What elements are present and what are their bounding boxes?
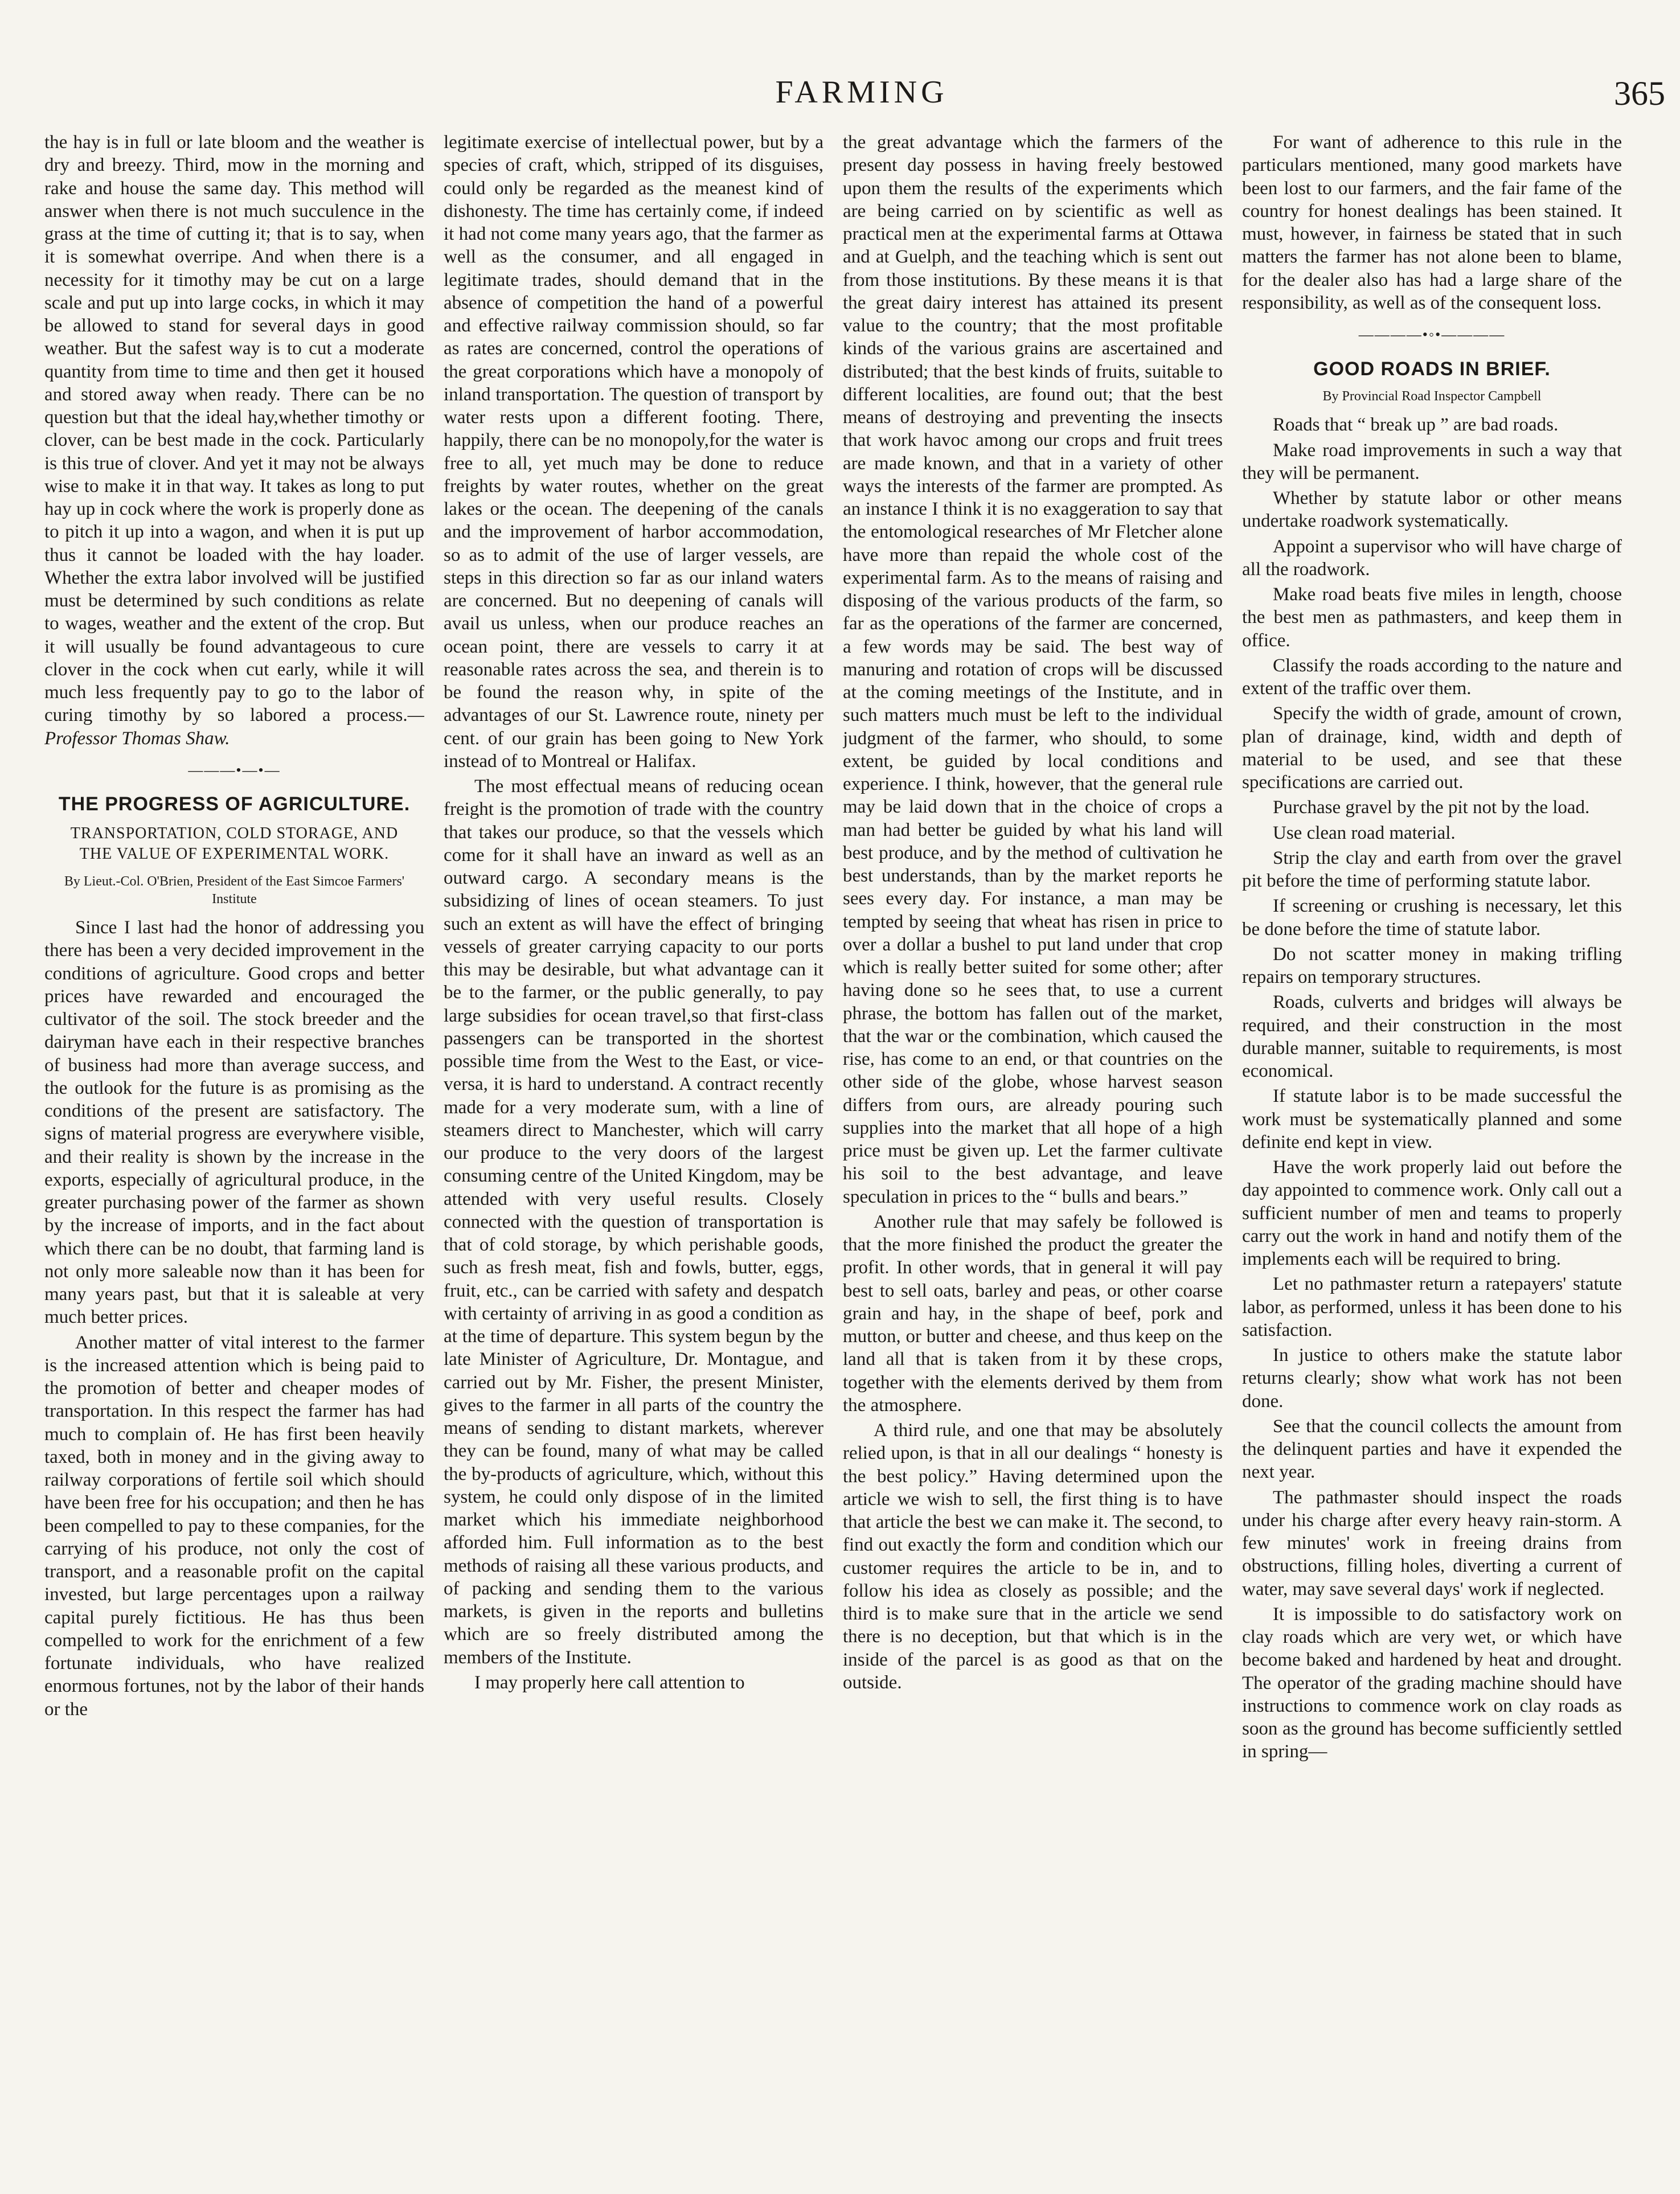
paragraph: The most effectual means of reducing ocean freight is the promotion of trade with the country that takes our produce, so that the vessels which come for it shall have an inward as well as an outward cargo. A secondary means is the subsidizing of lines of ocean steamers. To just such an extent as will have the effect of bringing vessels of greater carrying capacity to our ports this may be desirable, but what advantage can it be to the farmer, or the public generally, to pay large subsidies for ocean travel,so that first-class passengers can be transported in the shortest possible time from the West to the East, or vice-versa, it is hard to understand. A contract recently made for a very moderate sum, with a line of steamers direct to Manchester, which will carry our produce to the very doors of the largest consuming centre of the United Kingdom, may be attended with very useful results. Closely connected with the question of transportation is that of cold storage, by which perishable goods, such as fresh meat, fish and fowls, butter, eggs, fruit, etc., can be carried with safety and despatch with certainty of arriving in as good a condition as at the time of departure. This system begun by the late Minister of Agriculture, Dr. Montague, and carried out by Mr. Fisher, the present Minister, gives to the farmer in all parts of the country the means of sending to distant markets, wherever they can be found, many of what may be called the by-products of agriculture, which, without this system, he could only dispose of in the limited market which his immediate neighborhood afforded him. Full information as to the best methods of raising all these various products, and of packing and sending them to the various markets, is given in the reports and bulletins which are so freely distributed among the members of the Institute.	[444, 776, 823, 1668]
rule-item: Purchase gravel by the pit not by the load.	[1273, 797, 1590, 818]
paragraph: Another matter of vital interest to the farmer is the increased attention which is being paid to the promotion of better and cheaper modes of transportation. In this respect the farmer has had much to complain of. He has first been heavily taxed, both in money and in the giving away to railway corporations of fertile soil which should have been free for his occupation; and then he has been compelled to pay to these companies, for the carrying of his produce, not only the cost of transport, and a reasonable profit on the capital invested, but large percentages upon a railway capital purely fictitious. He has thus been compelled to work for the enrichment of a few fortunate individuals, who have realized enormous fortunes, not by the labor of their hands or the	[44, 1332, 424, 1720]
article-title: THE PROGRESS OF AGRICULTURE.	[58, 793, 411, 815]
rule-item: Make road beats five miles in length, choose the best men as pathmasters, and keep them in office.	[1242, 584, 1622, 651]
rule-item: See that the council collects the amount from the delinquent parties and have it expended the next year.	[1242, 1416, 1622, 1483]
running-title: FARMING	[775, 75, 948, 110]
rule-item: If screening or crushing is necessary, let this be done before the time of statute labor.	[1242, 896, 1622, 940]
rule-item: Strip the clay and earth from over the gravel pit before the time of performing statute labor.	[1242, 847, 1622, 892]
signature: —Professor Thomas Shaw.	[44, 705, 424, 749]
rule-item: In justice to others make the statute labor returns clearly; show what work has not been done.	[1242, 1345, 1622, 1412]
rule-item: The pathmaster should inspect the roads under his charge after every heavy rain-storm. A few minutes' work in freeing drains from obstructions, filling holes, diverting a current of water, may save several days' work if neglected.	[1242, 1487, 1622, 1600]
section-divider: ———•—•—	[188, 761, 281, 778]
column-2	[444, 131, 823, 2158]
rule-item: Appoint a supervisor who will have charge of all the roadwork.	[1242, 536, 1622, 580]
column-1	[44, 131, 424, 2158]
article-title: GOOD ROADS IN BRIEF.	[1313, 358, 1551, 380]
text-columns	[44, 131, 1622, 2158]
column-3	[843, 131, 1223, 2158]
rule-item: Let no pathmaster return a ratepayers' statute labor, as performed, unless it has been done to his satisfaction.	[1242, 1274, 1622, 1340]
rule-item: Make road improvements in such a way that they will be permanent.	[1242, 440, 1622, 483]
paragraph: Another rule that may safely be followed is that the more finished the product the greater the profit. In other words, that in general it will pay best to sell oats, barley and peas, or other coarse grain and hay, in the shape of beef, pork and mutton, or butter and cheese, and thus keep on the land all that is taken from it by these crops, together with the elements derived by them from the atmosphere.	[843, 1211, 1223, 1416]
paragraph: the hay is in full or late bloom and the weather is dry and breezy. Third, mow in the morning and rake and house the same day. This method will answer when there is not much succulence in the grass at the time of cutting it; that is to say, when it is somewhat overripe. And when there is a necessity for it timothy may be cut on a large scale and put up into large cocks, in which it may be allowed to stand for several days in good weather. But the safest way is to cut a moderate quantity from time to time and then get it housed and stored away when ready. There can be no question but that the ideal hay,whether timothy or clover, can be best made in the cock. Particularly is this true of clover. And yet it may not be always wise to make it in that way. It takes as long to put hay up in cock where the work is properly done as to pitch it up into a wagon, and when it is put up thus it cannot be loaded with the hay loader. Whether the extra labor involved will be justified must be determined by such conditions as relate to wages, weather and the extent of the crop. But it will usually be found advantageous to cure clover in the cock when cut early, while it will much less frequently pay to go to the labor of curing timothy by so labored a process.—Professor Thomas Shaw.	[44, 132, 424, 749]
rule-item: Classify the roads according to the nature and extent of the traffic over them.	[1242, 655, 1622, 699]
column-4	[1242, 131, 1622, 2158]
rule-item: Have the work properly laid out before the day appointed to commence work. Only call out a sufficient number of men and teams to properly carry out the work in hand and notify them of the implements each will be required to bring.	[1242, 1157, 1622, 1270]
paragraph: legitimate exercise of intellectual power, but by a species of craft, which, stripped of its disguises, could only be regarded as the meanest kind of dishonesty. The time has certainly come, if indeed it had not come many years ago, that the farmer as well as the consumer, and all engaged in legitimate trades, should demand that in the absence of competition the hand of a powerful and effective railway commission should, so far as rates are concerned, control the operations of the great corporations which have a monopoly of inland transportation. The question of transport by water rests upon a different footing. There, happily, there can be no monopoly,for the water is free to all, yet much may be done to reduce freights by water routes, whether on the great lakes or the ocean. The deepening of the canals and the improvement of harbor accommodation, so as to admit of the use of larger vessels, are steps in this direction so far as our inland waters are concerned. But no deepening of canals will avail us unless, when our produce reaches an ocean point, there are vessels to carry it at reasonable rates across the sea, and therein is to be found the reason why, in spite of the advantages of our St. Lawrence route, ninety per cent. of our grain has been going to New York instead of to Montreal or Halifax.	[444, 132, 823, 772]
rule-item: Do not scatter money in making trifling repairs on temporary structures.	[1242, 944, 1622, 988]
rule-item: Roads that “ break up ” are bad roads.	[1273, 415, 1559, 436]
paragraph: the great advantage which the farmers of the present day possess in having freely bestowed upon them the results of the experiments which are being carried on by scientific as well as practical men at the experimental farms at Ottawa and at Guelph, and the teaching which is sent out from those institutions. By these means it is that the great dairy interest has attained its present value to the country; that the most profitable kinds of the various grains are ascertained and distributed; that the best kinds of fruits, suitable to different localities, are found out; that the best means of destroying and preventing the insects that work havoc among our crops and fruit trees are made known, and that in a variety of other ways the interests of the farmer are prompted. As an instance I think it is no exaggeration to say that the entomological researches of Mr Fletcher alone have more than repaid the whole cost of the experimental farm. As to the means of raising and disposing of the various products of the farm, so far as the operations of the farmer are concerned, a few words may be said. The best way of manuring and rotation of crops will be discussed at the coming meetings of the Institute, and in such matters much must be left to the individual judgment of the farmer, who should, to some extent, be guided by local conditions and experience. I think, however, that the general rule may be laid down that in the choice of crops a man had better be guided by what his land will best produce, and by the method of cultivation he best understands, than by the market reports he sees every day. For instance, a man may be tempted by seeing that wheat has risen in price to over a dollar a bushel to put land under that crop which is really better suited for some other; after having done so he sees that, to use a current phrase, the bottom has fallen out of the market, that the war or the combination, which caused the rise, has come to an end, or that countries on the other side of the globe, whose harvest season differs from ours, are already pouring such supplies into the market that all hope of a high price must be given up. Let the farmer cultivate his soil to the best advantage, and leave speculation in prices to the “ bulls and bears.”	[843, 132, 1223, 1207]
rule-item: Whether by statute labor or other means undertake roadwork systematically.	[1242, 488, 1622, 532]
section-divider: ————•◦•————	[1358, 326, 1506, 343]
paragraph: Since I last had the honor of addressing you there has been a very decided improvement in the conditions of agriculture. Good crops and better prices have rewarded and encouraged the cultivator of the soil. The stock breeder and the dairyman have each in their respective branches of business had more than average success, and the outlook for the future is as promising as the conditions of the present are satisfactory. The signs of material progress are everywhere visible, and their reality is shown by the increase in the exports, especially of agricultural produce, in the greater purchasing power of the farmer as shown by the increase of imports, and in the fact about which there can be no doubt, that farming land is not only more saleable now than it has been for many years past, but that it is saleable at very much better prices.	[44, 917, 424, 1328]
rule-item: Specify the width of grade, amount of crown, plan of drainage, kind, width and depth of material to be used, and see that these specifications are carried out.	[1242, 703, 1622, 793]
rule-item: It is impossible to do satisfactory work on clay roads which are very wet, or which have become baked and hardened by heat and drought. The operator of the grading machine should have instructions to commence work on clay roads as soon as the ground has become sufficiently settled in spring—	[1242, 1604, 1622, 1762]
page-number: 365	[1614, 75, 1665, 112]
article-byline: By Provincial Road Inspector Campbell	[1322, 389, 1542, 404]
paragraph: A third rule, and one that may be absolutely relied upon, is that in all our dealings “ honesty is the best policy.” Having determined upon the article we wish to sell, the first thing is to have that article the best we can make it. The second, to find out exactly the form and condition which our customer requires the article to be in, and to follow his idea as closely as possible; and the third is to make sure that in the article we send there is no deception, but that which is in the inside of the parcel is as good as that on the outside.	[843, 1420, 1223, 1693]
rule-item: Roads, culverts and bridges will always be required, and their construction in the most durable manner, suitable to requirements, is most economical.	[1242, 992, 1622, 1082]
article-subtitle: TRANSPORTATION, COLD STORAGE, AND THE VALUE OF EXPERIMENTAL WORK.	[70, 824, 399, 863]
rule-item: If statute labor is to be made successful the work must be systematically planned and some definite end kept in view.	[1242, 1086, 1622, 1153]
rule-item: Use clean road material.	[1273, 822, 1456, 843]
page-header	[44, 74, 1679, 120]
article-byline: By Lieut.-Col. O'Brien, President of the East Simcoe Farmers' Institute	[64, 874, 405, 907]
paragraph: I may properly here call attention to	[474, 1672, 745, 1693]
paragraph: For want of adherence to this rule in the particulars mentioned, many good markets have been lost to our farmers, and the fair fame of the country for honest dealings has been stained. It must, however, in fairness be stated that in such matters the farmer has not alone been to blame, for the dealer also has had a large share of the responsibility, as well as of the consequent loss.	[1242, 132, 1622, 313]
